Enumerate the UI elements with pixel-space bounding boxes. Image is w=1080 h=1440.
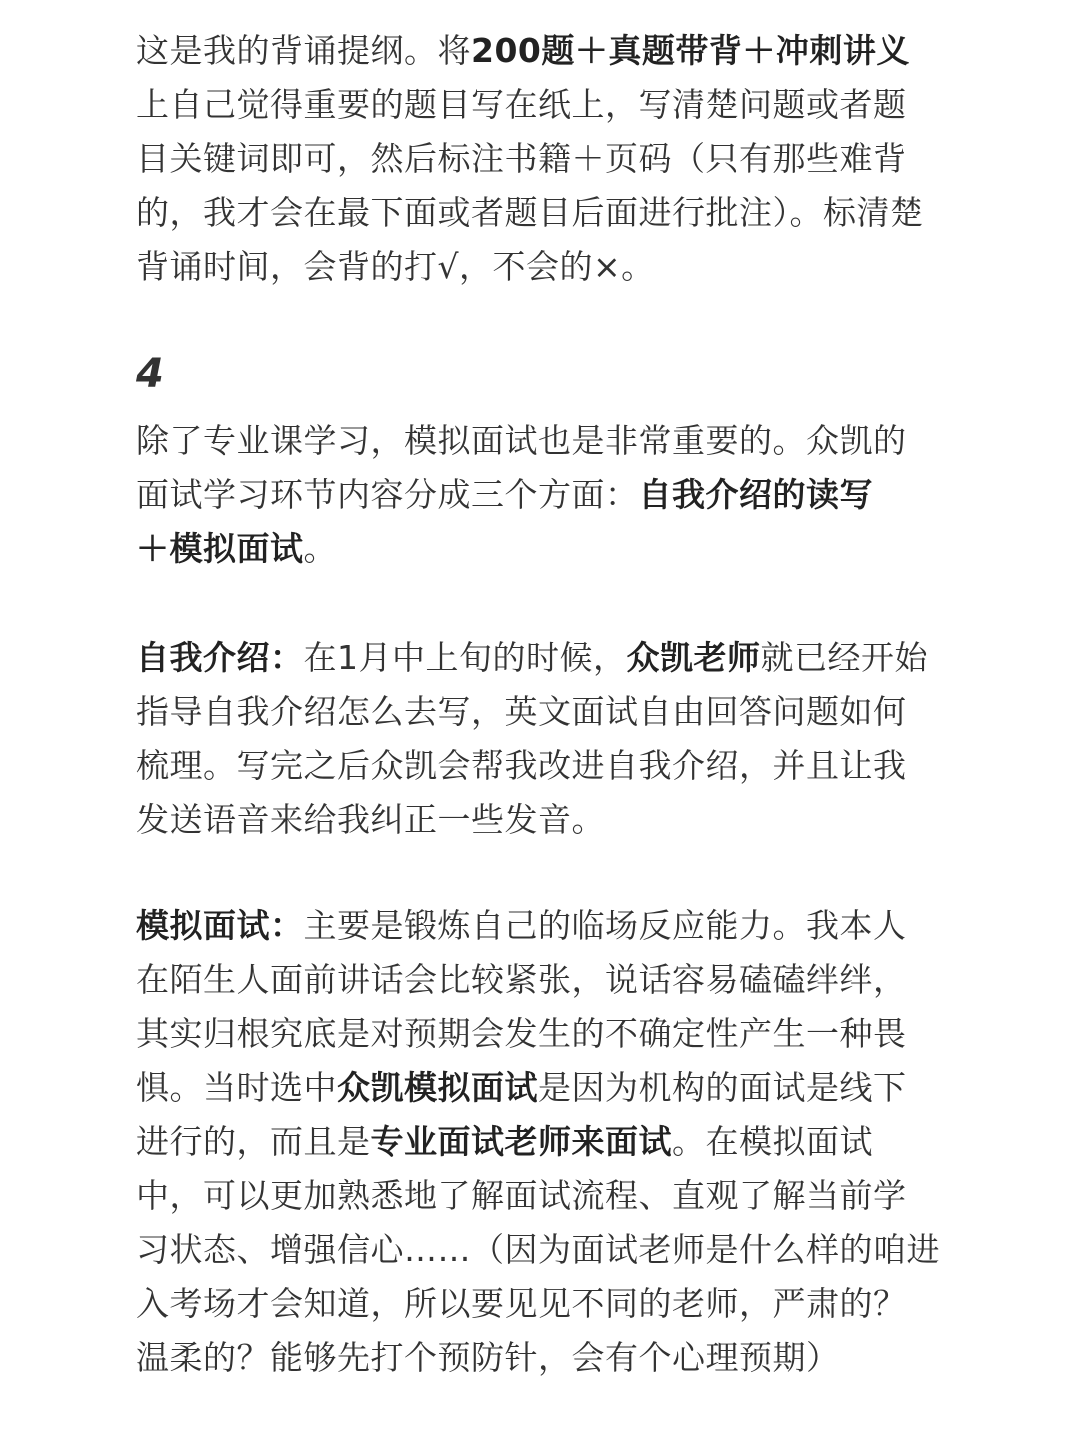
text-line <box>136 1115 936 1169</box>
text-run: 习状态、增强信心……（因为面试老师是什么样的咱进 <box>136 1230 940 1269</box>
text-line <box>136 132 936 186</box>
text-run: 主要是锻炼自己的临场反应能力。我本人 <box>303 906 907 945</box>
section-number: 4 <box>136 351 164 397</box>
text-line <box>136 78 936 132</box>
paragraph-intro <box>136 414 936 576</box>
text-line <box>136 685 936 739</box>
text-line <box>136 468 936 522</box>
bold-text-run: 自我介绍： <box>136 638 304 677</box>
text-run: 。在模拟面试 <box>672 1122 873 1161</box>
text-line <box>136 414 936 468</box>
text-run: 这是我的背诵提纲。将 <box>136 31 471 70</box>
text-line <box>136 1169 936 1223</box>
text-run: 中，可以更加熟悉地了解面试流程、直观了解当前学 <box>136 1176 907 1215</box>
bold-text-run: 专业面试老师来面试 <box>370 1122 672 1161</box>
text-run: 目关键词即可，然后标注书籍＋页码（只有那些难背 <box>136 139 907 178</box>
text-run: 指导自我介绍怎么去写，英文面试自由回答问题如何 <box>136 692 907 731</box>
text-run: 进行的，而且是 <box>136 1122 371 1161</box>
text-line <box>136 1277 936 1331</box>
text-run: 的，我才会在最下面或者题目后面进行批注）。标清楚 <box>136 193 924 232</box>
text-line <box>136 1007 936 1061</box>
text-run: 在1月中上旬的时候， <box>303 638 627 677</box>
text-run: 面试学习环节内容分成三个方面： <box>136 475 639 514</box>
text-line <box>136 1061 936 1115</box>
paragraph-mock-interview <box>136 899 940 1385</box>
text-line <box>136 899 936 953</box>
bold-text-run: 众凯老师 <box>626 638 761 677</box>
text-line <box>136 1331 936 1385</box>
text-run: 惧。当时选中 <box>136 1068 337 1107</box>
text-line <box>136 739 936 793</box>
text-line <box>136 1223 940 1277</box>
text-run: 除了专业课学习，模拟面试也是非常重要的。众凯的 <box>136 421 907 460</box>
text-run: 发送语音来给我纠正一些发音。 <box>136 800 605 839</box>
bold-text-run: 自我介绍的读写 <box>638 475 873 514</box>
paragraph-outline <box>136 24 936 294</box>
bold-text-run: ＋模拟面试 <box>136 529 304 568</box>
text-run: 其实归根究底是对预期会发生的不确定性产生一种畏 <box>136 1014 907 1053</box>
text-line <box>136 631 936 685</box>
text-line <box>136 186 936 240</box>
text-run: 。 <box>303 529 337 568</box>
text-line <box>136 522 936 576</box>
bold-text-run: 200题＋真题带背＋冲刺讲义 <box>471 31 910 70</box>
text-run: 背诵时间，会背的打√，不会的×。 <box>136 247 655 286</box>
text-run: 在陌生人面前讲话会比较紧张，说话容易磕磕绊绊， <box>136 960 907 999</box>
bold-text-run: 模拟面试： <box>136 906 304 945</box>
text-run: 梳理。写完之后众凯会帮我改进自我介绍，并且让我 <box>136 746 907 785</box>
text-line <box>136 953 936 1007</box>
paragraph-self-introduction <box>136 631 936 847</box>
text-run: 温柔的？能够先打个预防针，会有个心理预期） <box>136 1338 840 1377</box>
bold-text-run: 众凯模拟面试 <box>337 1068 538 1107</box>
text-line <box>136 24 936 78</box>
text-run: 入考场才会知道，所以要见见不同的老师，严肃的？ <box>136 1284 907 1323</box>
text-run: 是因为机构的面试是线下 <box>538 1068 907 1107</box>
text-run: 就已经开始 <box>760 638 928 677</box>
text-line <box>136 793 936 847</box>
text-run: 上自己觉得重要的题目写在纸上，写清楚问题或者题 <box>136 85 907 124</box>
text-line <box>136 240 936 294</box>
